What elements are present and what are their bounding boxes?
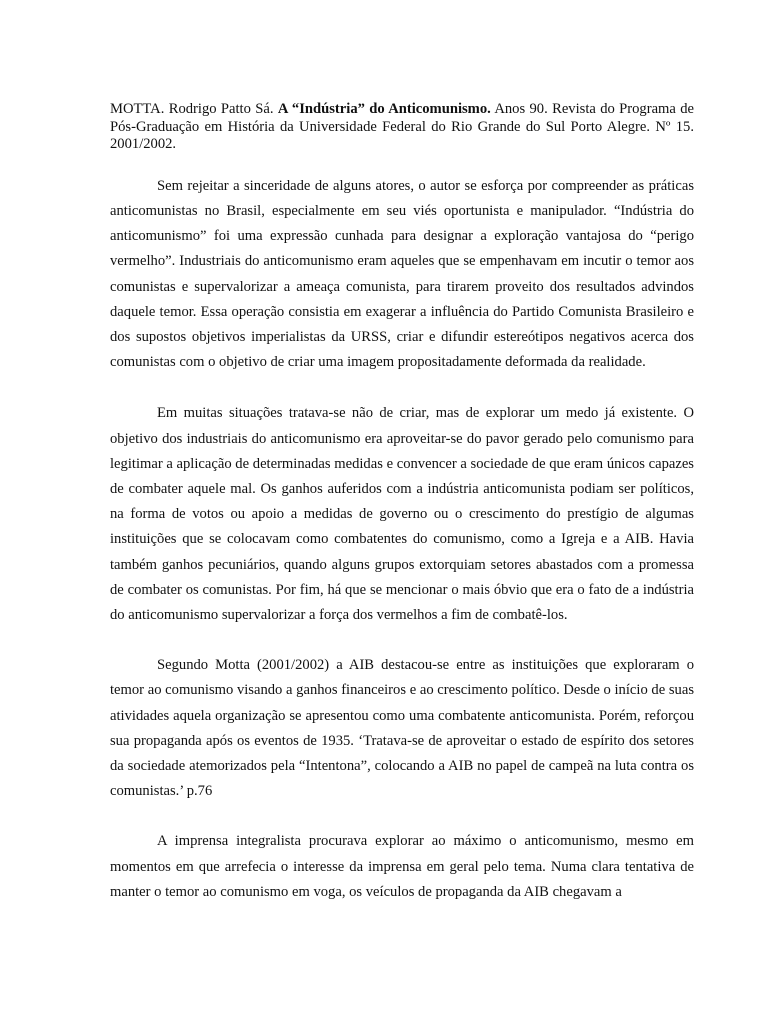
paragraph-1: Sem rejeitar a sinceridade de alguns atores, o autor se esforça por compreender as práticas anticomunistas no Brasil, especialmente em seu viés oportunista e manipulador. “Indústria do anticomunismo” foi uma expressão cunhada para designar a exploração vantajosa do “perigo vermelho”. Industriais do anticomunismo eram aqueles que se empenhavam em incutir o temor aos comunistas e supervalorizar a ameaça comunista, para tirarem proveito dos resultados advindos daquele temor. Essa operação consistia em exagerar a influência do Partido Comunista Brasileiro e dos supostos objetivos imperialistas da URSS, criar e difundir estereótipos negativos acerca dos comunistas com o objetivo de criar uma imagem propositadamente deformada da realidade. — [110, 177, 694, 371]
document-page — [110, 101, 694, 905]
reference-details: Anos 90. Revista do Programa de Pós-Graduação em História da Universidade Federal do Rio Grande do Sul Porto Alegre. Nº 15. 2001/2002. — [110, 101, 695, 153]
paragraph-3: Segundo Motta (2001/2002) a AIB destacou-se entre as instituições que exploraram o temor ao comunismo visando a ganhos financeiros e ao crescimento político. Desde o início de suas atividades aquela organização se apresentou como uma combatente anticomunista. Porém, reforçou sua propaganda após os eventos de 1935. ‘Tratava-se de aproveitar o estado de espírito dos setores da sociedade atemorizados pela “Intentona”, colocando a AIB no papel de campeã na luta contra os comunistas.’ p.76 — [110, 657, 694, 800]
bibliographic-reference — [110, 101, 694, 154]
paragraph-2: Em muitas situações tratava-se não de criar, mas de explorar um medo já existente. O objetivo dos industriais do anticomunismo era aproveitar-se do pavor gerado pelo comunismo para legitimar a aplicação de determinadas medidas e convencer a sociedade de que eram únicos capazes de combater aquele mal. Os ganhos auferidos com a indústria anticomunista podiam ser políticos, na forma de votos ou apoio a medidas de governo ou o crescimento do prestígio de algumas instituições que se colocavam como combatentes do comunismo, como a Igreja e a AIB. Havia também ganhos pecuniários, quando alguns grupos extorquiam setores abastados com a promessa de combater os comunistas. Por fim, há que se mencionar o mais óbvio que era o fato de a indústria do anticomunismo supervalorizar a força dos vermelhos a fim de combatê-los. — [110, 405, 694, 624]
reference-author: MOTTA. Rodrigo Patto Sá. — [110, 101, 274, 117]
paragraph-4: A imprensa integralista procurava explorar ao máximo o anticomunismo, mesmo em momentos em que arrefecia o interesse da imprensa em geral pelo tema. Numa clara tentativa de manter o temor ao comunismo em voga, os veículos de propaganda da AIB chegavam a — [110, 833, 694, 900]
reference-title: A “Indústria” do Anticomunismo. — [277, 101, 491, 117]
